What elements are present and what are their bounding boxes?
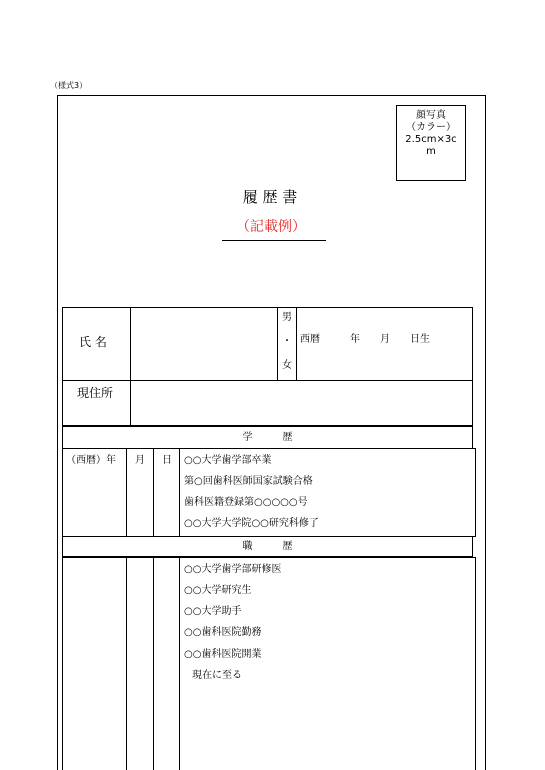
photo-label-1: 顔写真 bbox=[416, 110, 446, 121]
edu-day-divider bbox=[179, 448, 180, 537]
edu-col-day: 日 bbox=[162, 455, 172, 466]
subtitle-underline bbox=[222, 240, 326, 241]
document-subtitle: （記載例） bbox=[236, 219, 306, 235]
photo-label-2: （カラー） bbox=[406, 122, 456, 133]
photo-label-4: m bbox=[426, 146, 436, 157]
name-col-divider bbox=[130, 307, 131, 380]
career-entry: ○○歯科医院勤務 bbox=[184, 627, 262, 638]
name-label: 氏 名 bbox=[79, 335, 107, 349]
gender-dot: ・ bbox=[282, 336, 292, 347]
photo-box bbox=[396, 105, 466, 181]
edu-month-divider bbox=[153, 448, 154, 537]
career-entry: ○○大学助手 bbox=[184, 606, 242, 617]
edu-col-month: 月 bbox=[135, 455, 145, 466]
career-entry: ○○大学研究生 bbox=[184, 585, 252, 596]
birth-date: 西暦 年 月 日生 bbox=[300, 334, 430, 345]
edu-col-year: （西暦）年 bbox=[66, 455, 116, 466]
career-year-divider bbox=[126, 557, 127, 770]
career-month-divider bbox=[153, 557, 154, 770]
header-table bbox=[62, 307, 473, 426]
education-title: 学 歴 bbox=[242, 432, 293, 443]
edu-entry: 歯科医籍登録第○○○○○号 bbox=[184, 497, 308, 508]
career-entry: 現在に至る bbox=[192, 670, 242, 681]
header-row-divider bbox=[62, 380, 473, 381]
form-label: （様式3） bbox=[50, 81, 88, 90]
address-col-divider bbox=[130, 380, 131, 426]
career-header bbox=[62, 536, 473, 557]
edu-entry: ○○大学大学院○○研究科修了 bbox=[184, 518, 319, 529]
career-entry: ○○歯科医院開業 bbox=[184, 649, 262, 660]
gender-female: 女 bbox=[282, 360, 292, 371]
edu-year-divider bbox=[126, 448, 127, 537]
education-header bbox=[62, 426, 473, 449]
photo-label-3: 2.5cm×3c bbox=[405, 134, 457, 145]
gender-right-divider bbox=[296, 307, 297, 380]
career-body bbox=[62, 557, 476, 770]
address-label: 現住所 bbox=[77, 386, 114, 400]
edu-entry: ○○大学歯学部卒業 bbox=[184, 455, 272, 466]
document-title: 履 歴 書 bbox=[242, 188, 298, 206]
career-entry: ○○大学歯学部研修医 bbox=[184, 564, 282, 575]
gender-male: 男 bbox=[282, 312, 292, 323]
career-day-divider bbox=[179, 557, 180, 770]
career-title: 職 歴 bbox=[242, 541, 293, 552]
edu-entry: 第○回歯科医師国家試験合格 bbox=[184, 476, 313, 487]
